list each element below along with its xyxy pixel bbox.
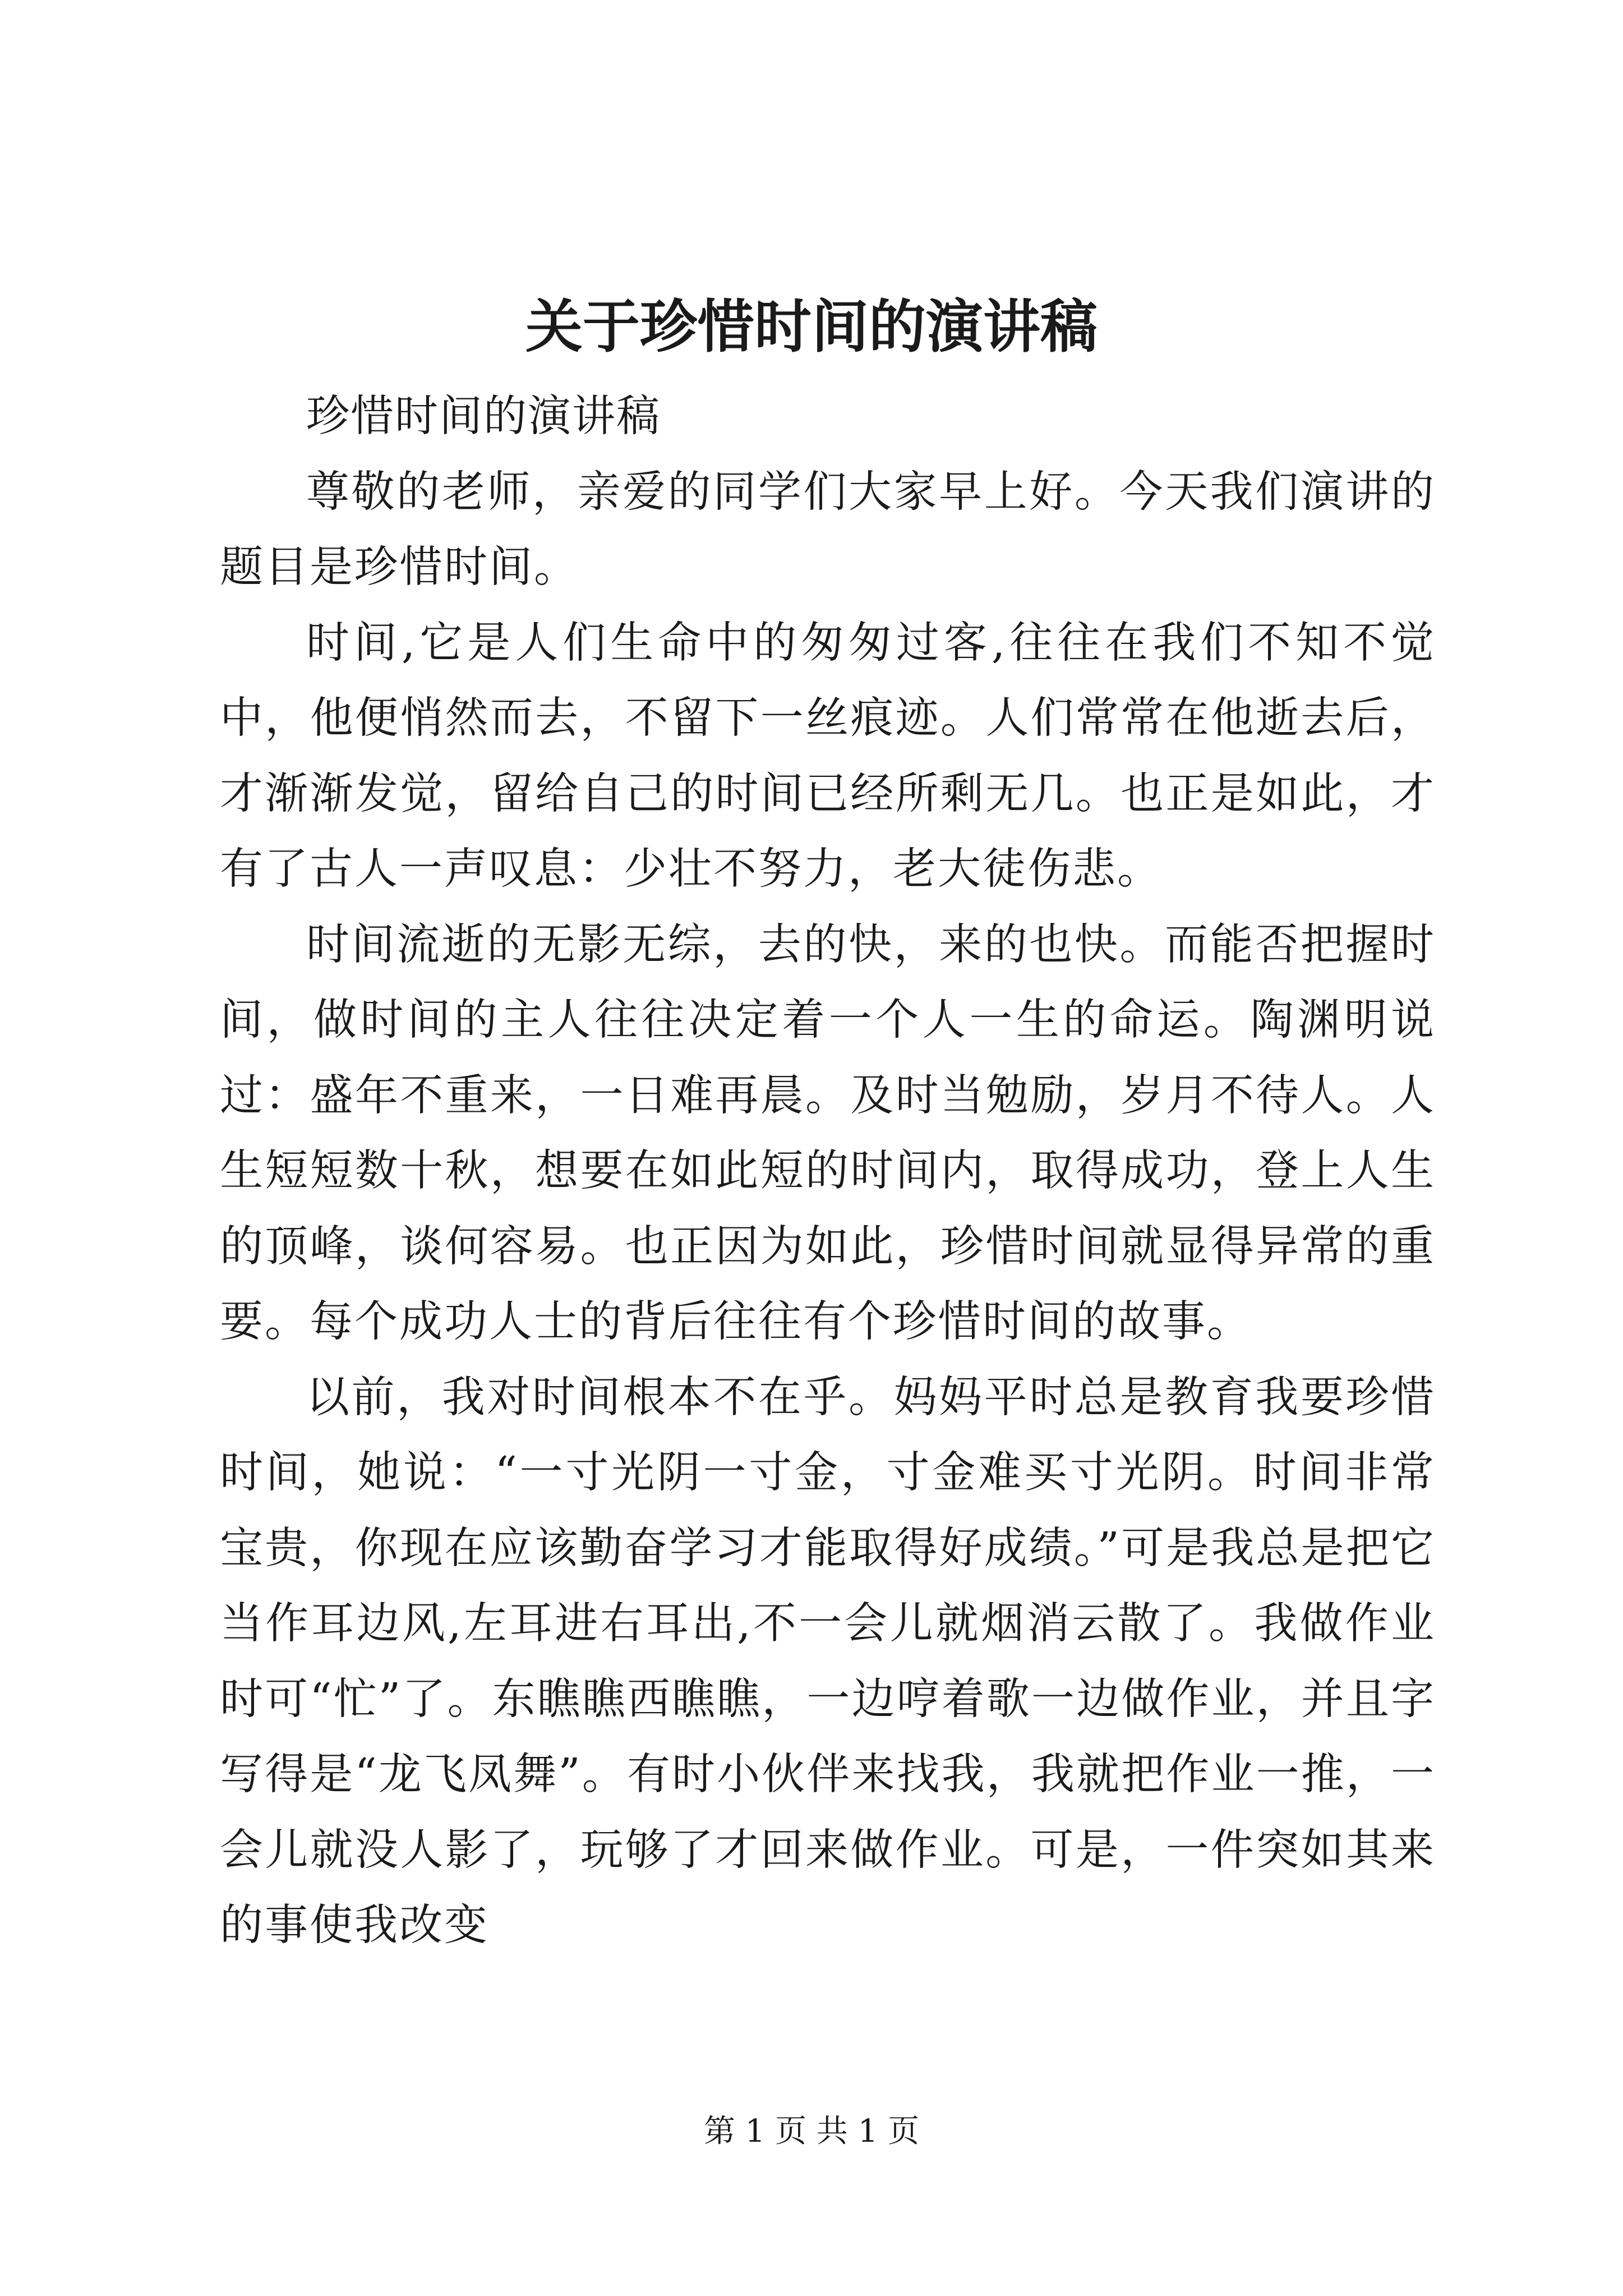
document-title: 关于珍惜时间的演讲稿: [525, 293, 1098, 361]
paragraph-subtitle: 珍惜时间的演讲稿: [306, 392, 661, 441]
paragraph-personal-story: 以前，我对时间根本不在乎。妈妈平时总是教育我要珍惜时间，她说：“一寸光阴一寸金，寸金难买寸光阴。时间非常宝贵，你现在应该勤奋学习才能取得好成绩。”可是我总是把它当作耳边风,左耳进右耳出,不一会儿就烟消云散了。我做作业时可“忙”了。东瞧瞧西瞧瞧，一边哼着歌一边做作业，并且字写得是“龙飞凤舞”。有时小伙伴来找我，我就把作业一推，一会儿就没人影了，玩够了才回来做作业。可是，一件突如其来的事使我改变: [220, 1372, 1436, 1950]
paragraph-greeting: 尊敬的老师，亲爱的同学们大家早上好。今天我们演讲的题目是珍惜时间。: [220, 467, 1436, 592]
document-body: [220, 379, 1436, 1964]
page-footer: 第 1 页 共 1 页: [703, 2113, 920, 2150]
paragraph-time-passes: 时间,它是人们生命中的匆匆过客,往往在我们不知不觉中，他便悄然而去，不留下一丝痕迹。人们常常在他逝去后，才渐渐发觉，留给自己的时间已经所剩无几。也正是如此，才有了古人一声叹息：少壮不努力，老大徒伤悲。: [220, 618, 1436, 894]
paragraph-grasp-time: 时间流逝的无影无综，去的快，来的也快。而能否把握时间，做时间的主人往往决定着一个人一生的命运。陶渊明说过：盛年不重来，一日难再晨。及时当勉励，岁月不待人。人生短短数十秋，想要在如此短的时间内，取得成功，登上人生的顶峰，谈何容易。也正因为如此，珍惜时间就显得异常的重要。每个成功人士的背后往往有个珍惜时间的故事。: [220, 919, 1436, 1347]
